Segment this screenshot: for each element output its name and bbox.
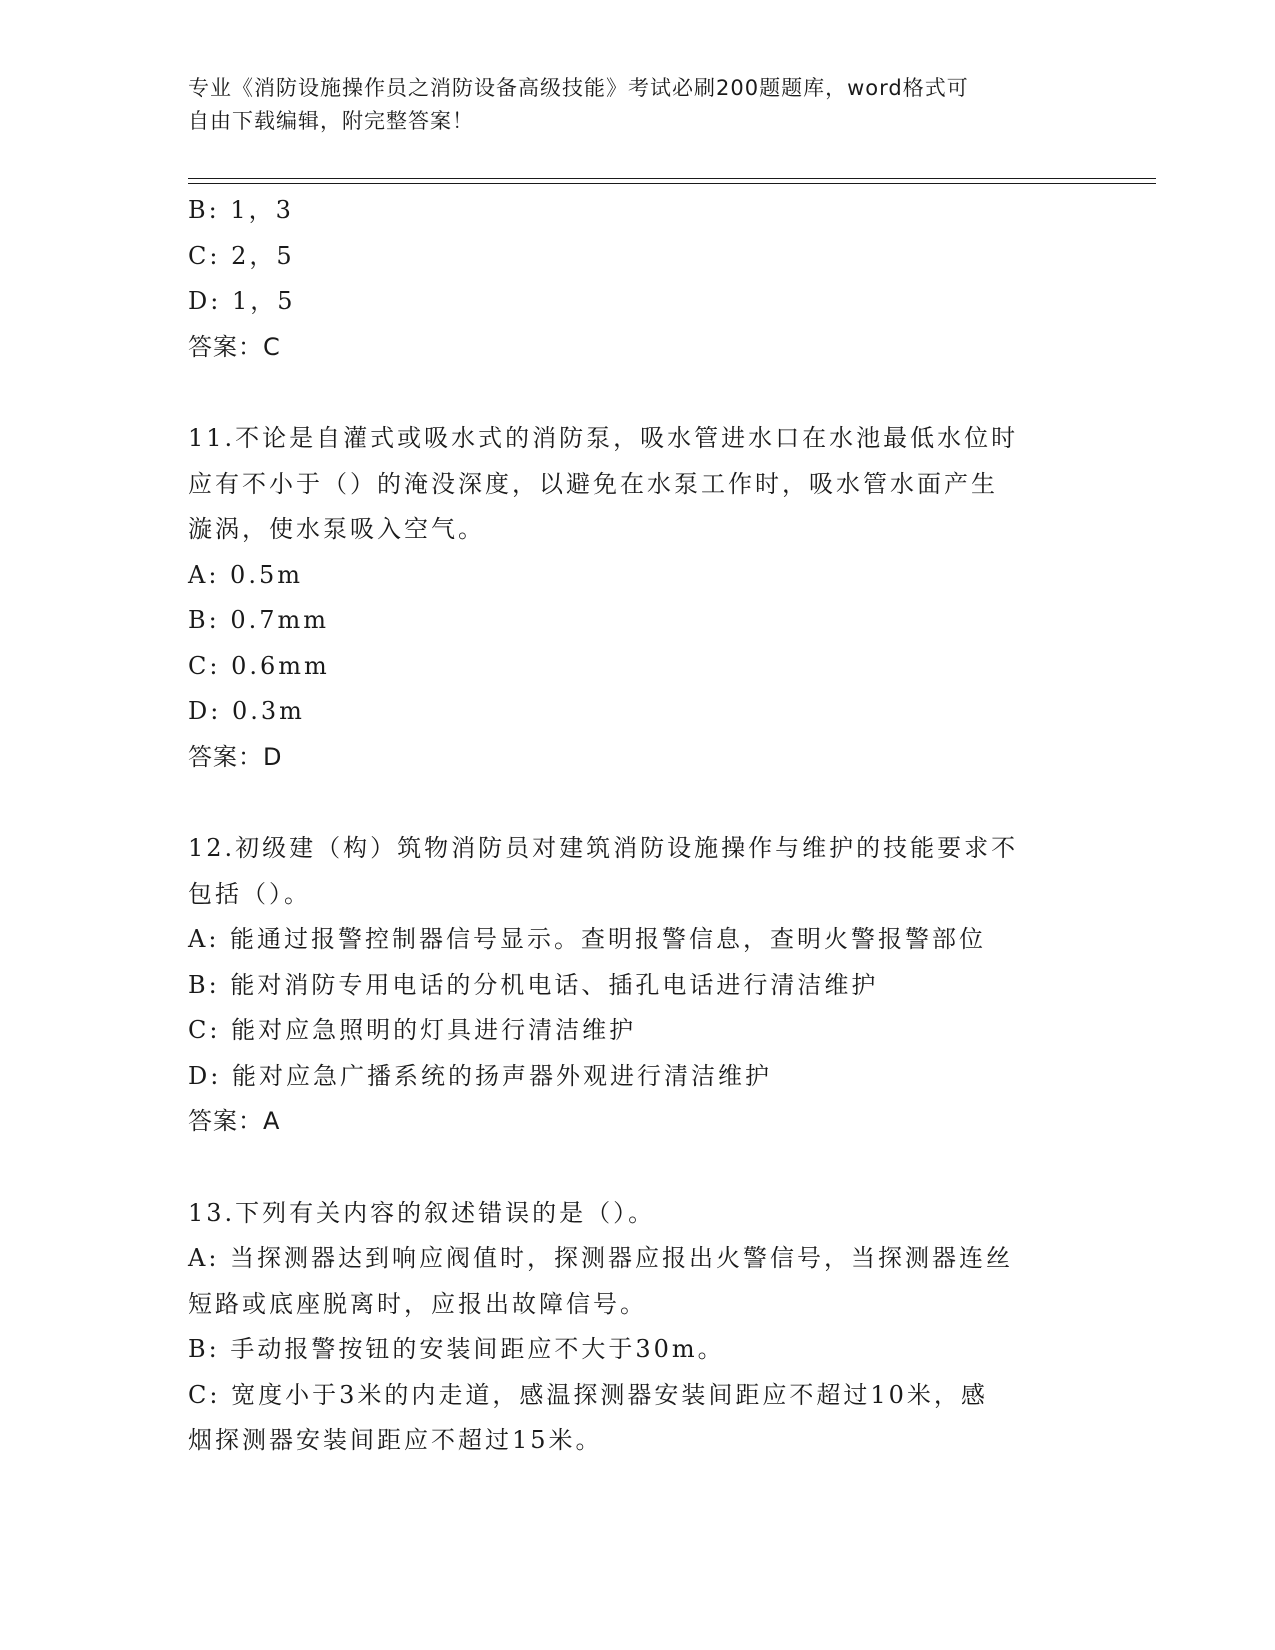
question-10-tail — [188, 188, 1088, 370]
question-stem: 13.下列有关内容的叙述错误的是（）。 — [188, 1198, 656, 1227]
question-stem-line: 漩涡，使水泵吸入空气。 — [188, 515, 485, 543]
answer: 答案：C — [188, 332, 281, 361]
header-divider-bottom — [188, 183, 1156, 184]
question-stem-line: 包括（）。 — [188, 879, 311, 908]
option-a-line: A: 当探测器达到响应阀值时，探测器应报出火警信号，当探测器连丝 — [188, 1244, 1014, 1272]
question-spacer — [188, 1145, 1088, 1191]
option-b: B: 1，3 — [188, 196, 294, 224]
option-d: D: 0.3m — [188, 697, 305, 725]
answer: 答案：A — [188, 1107, 281, 1135]
document-header — [188, 72, 1088, 138]
option-c-line: C: 宽度小于3米的内走道，感温探测器安装间距应不超过10米，感 — [188, 1380, 988, 1409]
option-d: D: 能对应急广播系统的扬声器外观进行清洁维护 — [188, 1061, 772, 1090]
option-c: C: 2，5 — [188, 241, 295, 270]
option-c-line: 烟探测器安装间距应不超过15米。 — [188, 1426, 603, 1454]
option-b: B: 能对消防专用电话的分机电话、插孔电话进行清洁维护 — [188, 970, 879, 999]
header-divider-top — [188, 178, 1156, 179]
question-spacer — [188, 370, 1088, 416]
header-line-2: 自由下载编辑，附完整答案！ — [188, 109, 474, 133]
option-c: C: 0.6mm — [188, 651, 330, 680]
option-c: C: 能对应急照明的灯具进行清洁维护 — [188, 1016, 637, 1044]
question-12 — [188, 826, 1088, 1145]
option-b: B: 0.7mm — [188, 606, 330, 634]
question-stem-line: 12.初级建（构）筑物消防员对建筑消防设施操作与维护的技能要求不 — [188, 834, 1019, 862]
question-stem-line: 11.不论是自灌式或吸水式的消防泵，吸水管进水口在水池最低水位时 — [188, 424, 1019, 452]
option-a: A: 0.5m — [188, 560, 303, 589]
question-spacer — [188, 780, 1088, 826]
question-stem-line: 应有不小于（）的淹没深度，以避免在水泵工作时，吸水管水面产生 — [188, 469, 998, 498]
question-13 — [188, 1191, 1088, 1464]
option-a: A: 能通过报警控制器信号显示。查明报警信息，查明火警报警部位 — [188, 925, 987, 953]
option-a-line: 短路或底座脱离时，应报出故障信号。 — [188, 1289, 647, 1318]
answer: 答案：D — [188, 742, 283, 771]
option-b: B: 手动报警按钮的安装间距应不大于30m。 — [188, 1335, 725, 1363]
header-line-1: 专业《消防设施操作员之消防设备高级技能》考试必刷200题题库，word格式可 — [188, 76, 969, 100]
question-list — [188, 188, 1088, 1464]
option-d: D: 1，5 — [188, 287, 296, 315]
question-11 — [188, 416, 1088, 780]
